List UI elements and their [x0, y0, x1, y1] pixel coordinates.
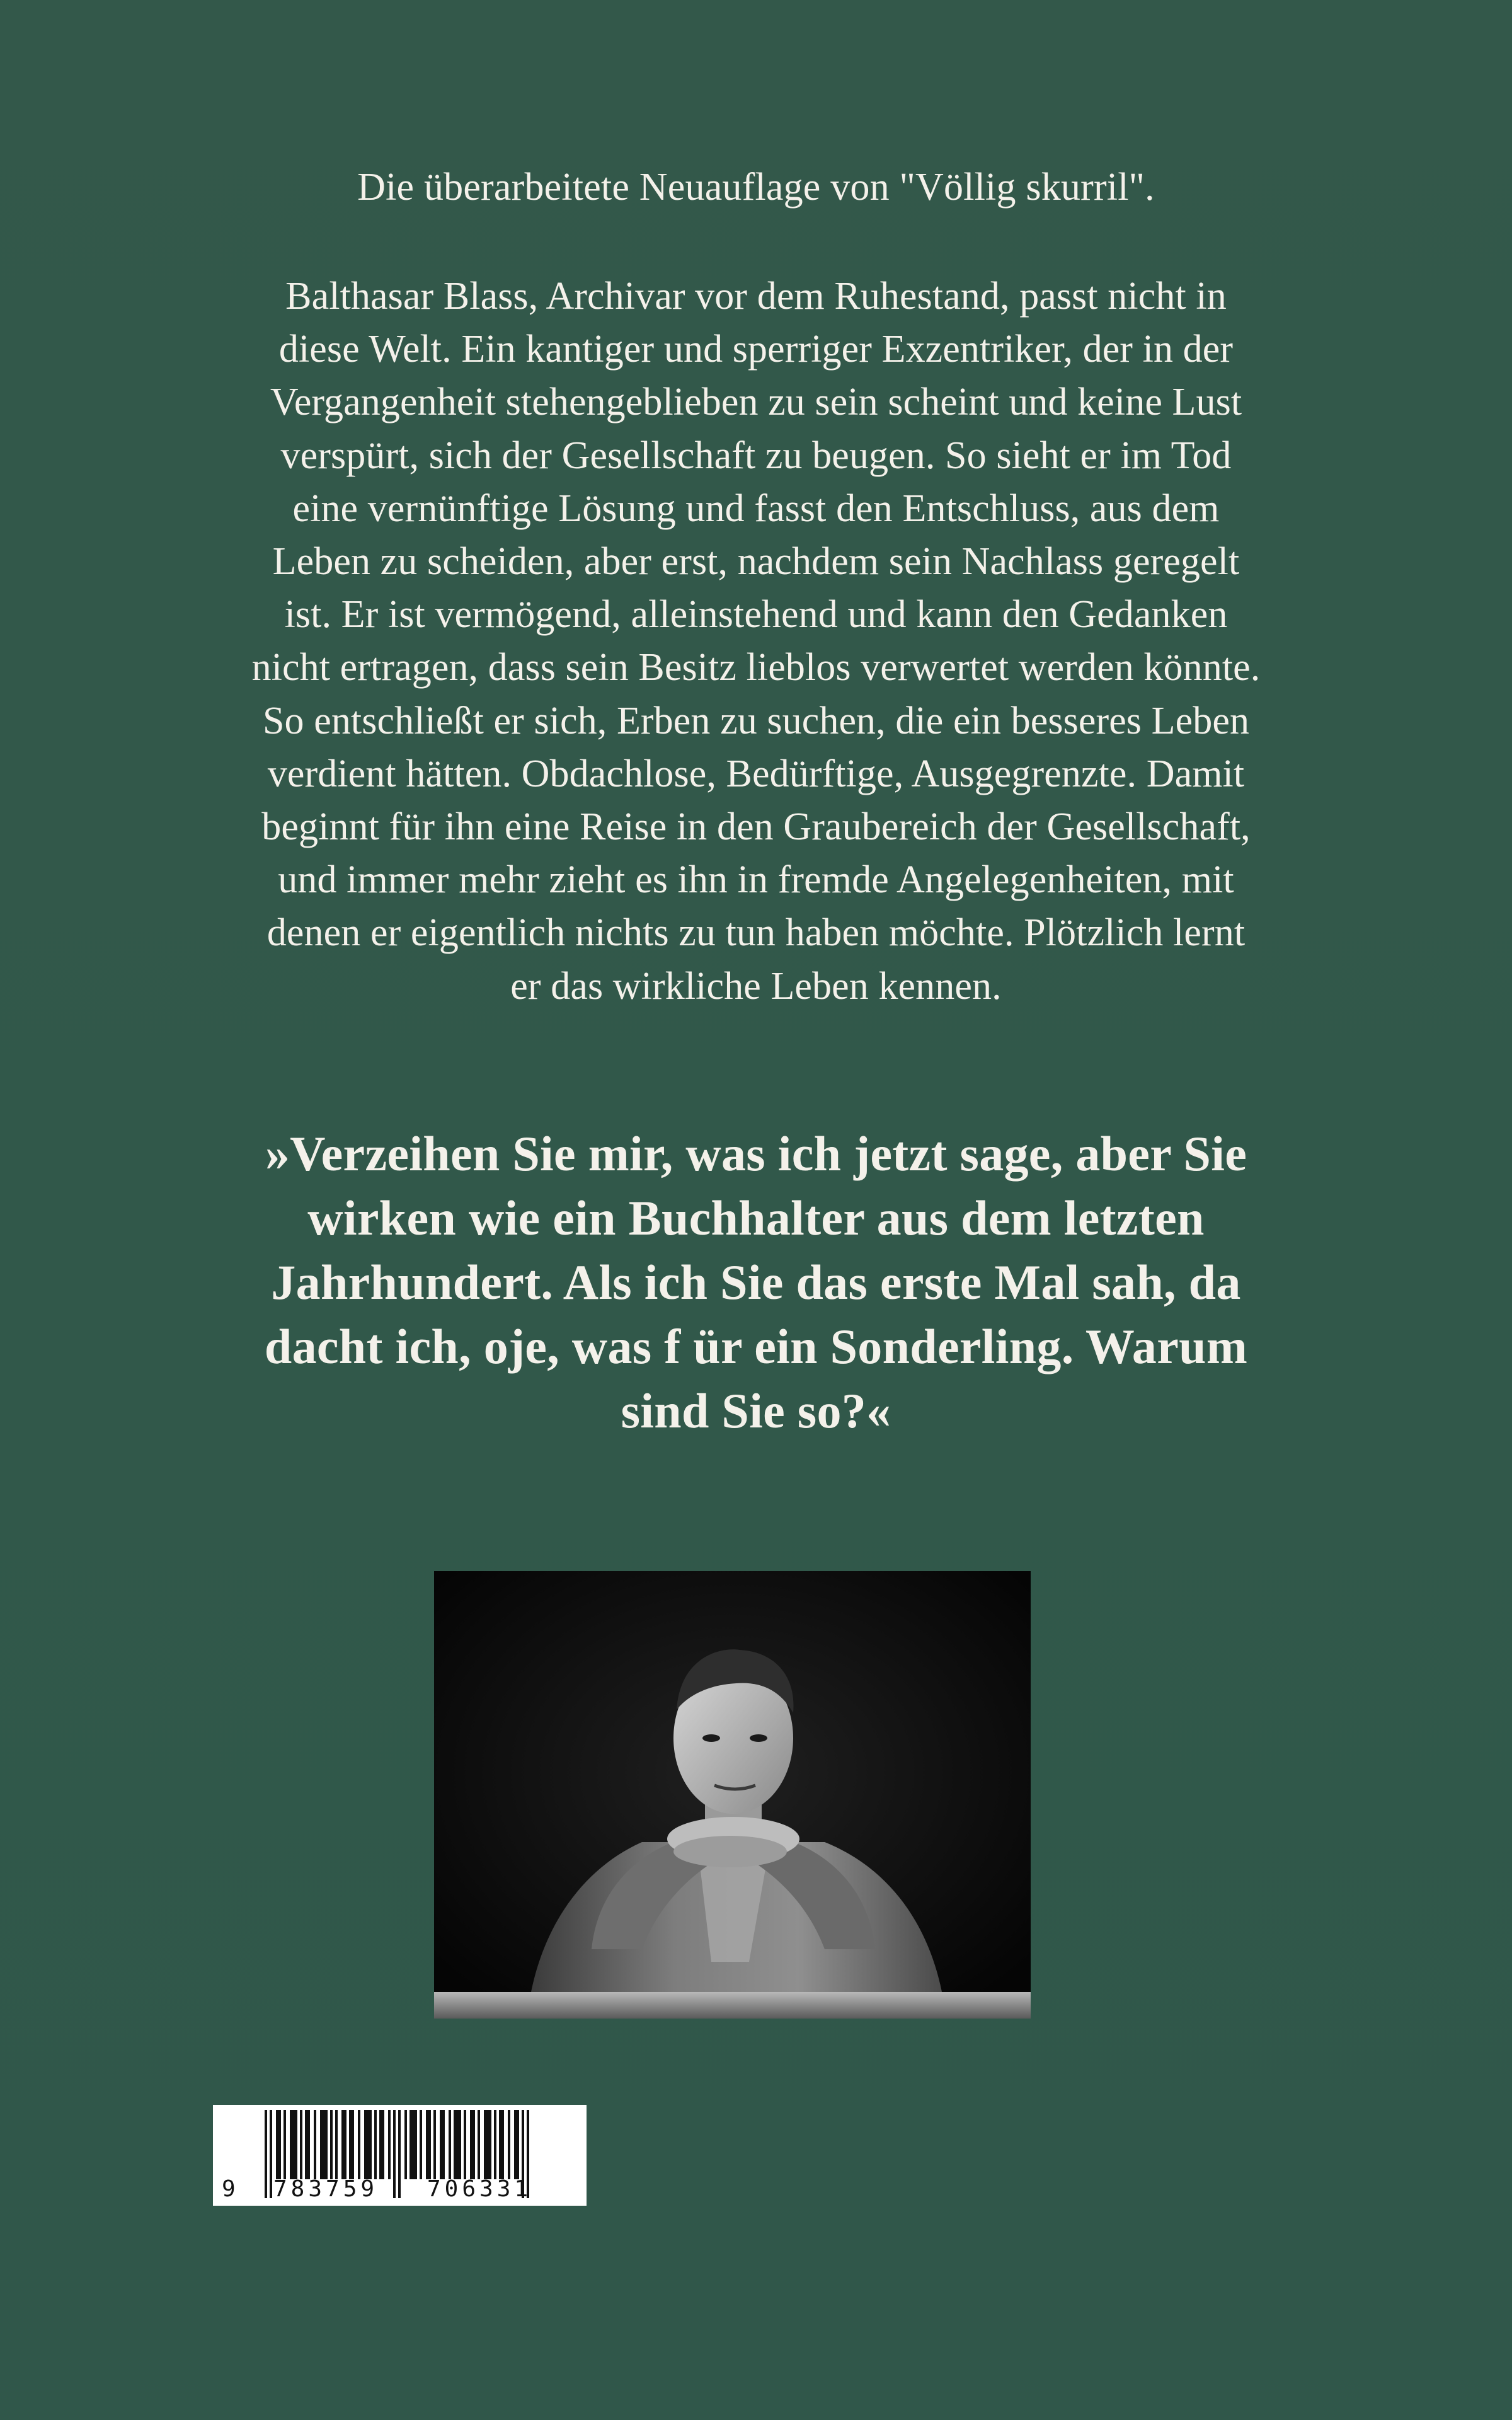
isbn-first-digit: 9 — [222, 2176, 236, 2202]
isbn-barcode — [213, 2105, 587, 2206]
blurb-line: er das wirkliche Leben kennen. — [510, 964, 1002, 1008]
blurb-line: Balthasar Blass, Archivar vor dem Ruhestand, passt nicht in — [285, 275, 1227, 318]
blurb-line: verdient hätten. Obdachlose, Bedürftige, Ausgegrenzte. Damit — [267, 752, 1245, 795]
blurb-text — [214, 270, 1298, 1013]
blurb-line: beginnt für ihn eine Reise in den Graubereich der Gesellschaft, — [261, 805, 1251, 849]
blurb-line: ist. Er ist vermögend, alleinstehend und kann den Gedanken — [284, 593, 1228, 637]
quote-line: Jahrhundert. Als ich Sie das erste Mal sah, da — [271, 1255, 1241, 1310]
blurb-line: denen er eigentlich nichts zu tun haben möchte. Plötzlich lernt — [266, 911, 1246, 955]
intro-line: Die überarbeitete Neuauflage von "Völlig skurril". — [357, 166, 1155, 209]
blurb-line: Leben zu scheiden, aber erst, nachdem sein Nachlass geregelt — [272, 540, 1240, 584]
quote-line: »Verzeihen Sie mir, was ich jetzt sage, aber Sie — [265, 1126, 1247, 1181]
quote-line: sind Sie so?« — [621, 1383, 891, 1438]
quote-line: wirken wie ein Buchhalter aus dem letzten — [307, 1190, 1205, 1245]
blurb-line: So entschließt er sich, Erben zu suchen, die ein besseres Leben — [262, 699, 1250, 742]
blurb-line: diese Welt. Ein kantiger und sperriger Exzentriker, der in der — [278, 328, 1234, 371]
author-photo — [434, 1571, 1031, 2019]
blurb-line: verspürt, sich der Gesellschaft zu beugen. So sieht er im Tod — [280, 434, 1232, 477]
blurb-line: Vergangenheit stehengeblieben zu sein scheint und keine Lust — [270, 381, 1242, 424]
blurb-line: eine vernünftige Lösung und fasst den Entschluss, aus dem — [292, 487, 1220, 530]
isbn-left-group: 783759 — [273, 2176, 379, 2202]
quote-line: dacht ich, oje, was f ür ein Sonderling. Warum — [264, 1319, 1248, 1374]
pull-quote — [202, 1122, 1310, 1443]
blurb-line: nicht ertragen, dass sein Besitz lieblos verwertet werden könnte. — [251, 646, 1261, 689]
isbn-right-group: 706331 — [427, 2176, 532, 2202]
blurb-line: und immer mehr zieht es ihn in fremde Angelegenheiten, mit — [278, 858, 1234, 902]
